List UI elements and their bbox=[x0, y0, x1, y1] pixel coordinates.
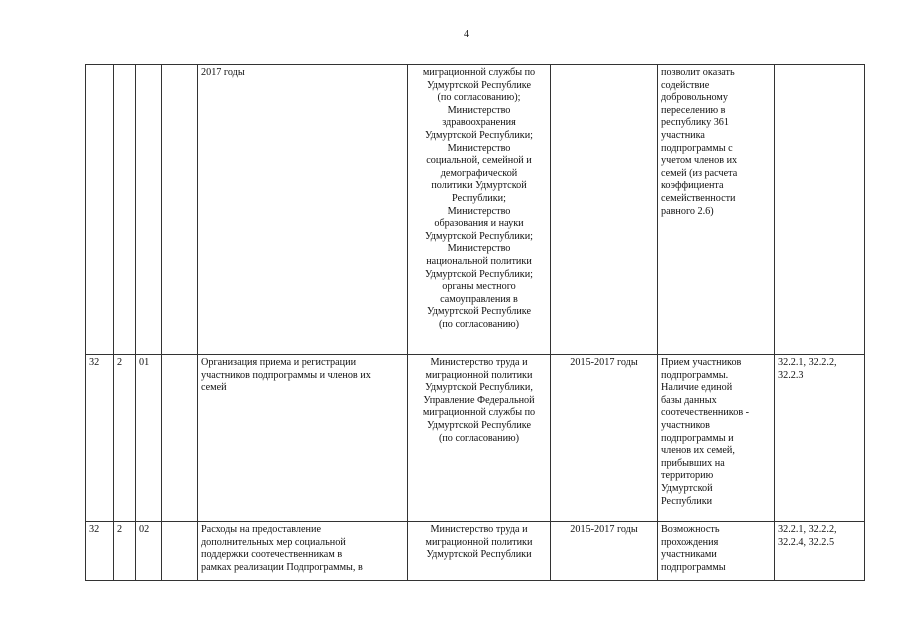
term-cell: 2015-2017 годы bbox=[551, 522, 658, 581]
code-cell-1: 32 bbox=[86, 522, 114, 581]
activity-name-cell-line: поддержки соотечественникам в bbox=[201, 549, 343, 561]
activity-name-cell-line: дополнительных мер социальной bbox=[201, 536, 346, 548]
result-cell-line: переселению в bbox=[661, 104, 726, 116]
executor-cell-line: миграционной политики bbox=[425, 536, 533, 548]
code-cell-1: 32 bbox=[86, 355, 114, 522]
code-cell-3 bbox=[136, 65, 162, 355]
activity-name-cell-line: Организация приема и регистрации bbox=[201, 357, 357, 368]
result-cell-line: соотечественников - bbox=[661, 407, 750, 419]
page-number: 4 bbox=[464, 29, 469, 40]
table-row bbox=[86, 522, 865, 581]
result-cell-line: прибывших на bbox=[661, 457, 725, 469]
executor-cell-line: Министерство bbox=[447, 142, 511, 154]
result-cell-line: семейственности bbox=[661, 192, 736, 204]
executor-cell-line: Удмуртской Республики; bbox=[424, 268, 534, 280]
executor-cell-line: Министерство bbox=[447, 104, 511, 116]
executor-cell-line: Удмуртской Республике bbox=[426, 306, 531, 318]
activity-name-cell-line: Расходы на предоставление bbox=[201, 524, 321, 535]
result-cell-line: коэффициента bbox=[661, 180, 724, 192]
result-cell-line: Наличие единой bbox=[661, 382, 733, 394]
code-cell-4 bbox=[162, 355, 198, 522]
executor-cell-line: Удмуртской Республике bbox=[426, 79, 531, 91]
result-cell bbox=[658, 522, 775, 581]
result-cell bbox=[658, 65, 775, 355]
result-cell-line: Прием участников bbox=[661, 357, 742, 368]
code-cell-2: 2 bbox=[114, 522, 136, 581]
indicators-cell bbox=[775, 65, 865, 355]
executor-cell-line: (по согласованию) bbox=[438, 318, 520, 330]
result-cell-line: подпрограммы bbox=[661, 561, 726, 573]
table-row bbox=[86, 65, 865, 355]
executor-cell-line: органы местного bbox=[442, 281, 516, 293]
activity-name-cell-line: участников подпрограммы и членов их bbox=[201, 369, 371, 381]
result-cell-line: позволит оказать bbox=[661, 67, 735, 78]
executor-cell bbox=[408, 522, 551, 581]
executor-cell-line: Удмуртской Республики bbox=[426, 549, 532, 561]
executor-cell-line: (по согласованию) bbox=[438, 432, 520, 444]
executor-cell-line: политики Удмуртской bbox=[431, 180, 527, 192]
code-cell-4 bbox=[162, 522, 198, 581]
executor-cell-line: демографической bbox=[440, 167, 518, 179]
result-cell-line: подпрограммы и bbox=[661, 432, 734, 444]
result-cell-line: прохождения bbox=[661, 536, 719, 548]
executor-cell-line: Министерство труда и bbox=[430, 524, 528, 535]
activity-name-cell-line: семей bbox=[201, 382, 227, 394]
activity-name-cell-line: рамках реализации Подпрограммы, в bbox=[201, 561, 363, 573]
executor-cell-line: Удмуртской Республики; bbox=[424, 230, 534, 242]
term-cell bbox=[551, 65, 658, 355]
term-cell: 2015-2017 годы bbox=[551, 355, 658, 522]
result-cell-line: добровольному bbox=[661, 92, 728, 104]
result-cell-line: Республики bbox=[661, 495, 713, 507]
result-cell-line: равного 2.6) bbox=[661, 205, 714, 217]
result-cell-line: Удмуртской bbox=[661, 482, 713, 494]
executor-cell-line: Удмуртской Республике bbox=[426, 419, 531, 431]
indicators-cell: 32.2.1, 32.2.2, 32.2.4, 32.2.5 bbox=[775, 522, 865, 581]
executor-cell-line: Министерство труда и bbox=[430, 357, 528, 368]
executor-cell bbox=[408, 355, 551, 522]
executor-cell-line: национальной политики bbox=[426, 255, 532, 267]
activity-name-cell bbox=[198, 355, 408, 522]
result-cell-line: подпрограммы с bbox=[661, 142, 733, 154]
executor-cell-line: миграционной службы по bbox=[422, 407, 536, 419]
executor-cell-line: миграционной политики bbox=[425, 369, 533, 381]
executor-cell-line: Республики; bbox=[452, 192, 506, 204]
result-cell-line: содействие bbox=[661, 79, 710, 91]
result-cell-line: семей (из расчета bbox=[661, 167, 738, 179]
executor-cell-line: Удмуртской Республики, bbox=[425, 382, 533, 394]
activity-name-cell-line: 2017 годы bbox=[201, 67, 245, 78]
result-cell-line: членов их семей, bbox=[661, 445, 735, 457]
code-cell-3: 02 bbox=[136, 522, 162, 581]
executor-cell-line: самоуправления в bbox=[440, 293, 518, 305]
activity-name-cell bbox=[198, 65, 408, 355]
activity-name-cell bbox=[198, 522, 408, 581]
executor-cell-line: Удмуртской Республики; bbox=[424, 129, 534, 141]
executor-cell-line: миграционной службы по bbox=[422, 67, 536, 78]
executor-cell-line: Управление Федеральной bbox=[423, 394, 535, 406]
code-cell-2 bbox=[114, 65, 136, 355]
executor-cell-line: Министерство bbox=[447, 243, 511, 255]
result-cell-line: базы данных bbox=[661, 394, 717, 406]
code-cell-4 bbox=[162, 65, 198, 355]
indicators-cell: 32.2.1, 32.2.2, 32.2.3 bbox=[775, 355, 865, 522]
executor-cell bbox=[408, 65, 551, 355]
program-table bbox=[85, 64, 865, 581]
table-row bbox=[86, 355, 865, 522]
result-cell-line: участниками bbox=[661, 549, 717, 561]
code-cell-1 bbox=[86, 65, 114, 355]
code-cell-2: 2 bbox=[114, 355, 136, 522]
executor-cell-line: Министерство bbox=[447, 205, 511, 217]
result-cell-line: подпрограммы. bbox=[661, 369, 729, 381]
result-cell-line: участников bbox=[661, 419, 710, 431]
result-cell-line: республику 361 bbox=[661, 117, 729, 129]
result-cell bbox=[658, 355, 775, 522]
result-cell-line: учетом членов их bbox=[661, 155, 738, 167]
result-cell-line: участника bbox=[661, 129, 705, 141]
executor-cell-line: образования и науки bbox=[434, 218, 524, 230]
code-cell-3: 01 bbox=[136, 355, 162, 522]
result-cell-line: Возможность bbox=[661, 524, 720, 535]
executor-cell-line: здравоохранения bbox=[442, 117, 516, 129]
executor-cell-line: социальной, семейной и bbox=[426, 155, 532, 167]
result-cell-line: территорию bbox=[661, 470, 714, 482]
executor-cell-line: (по согласованию); bbox=[437, 92, 521, 104]
